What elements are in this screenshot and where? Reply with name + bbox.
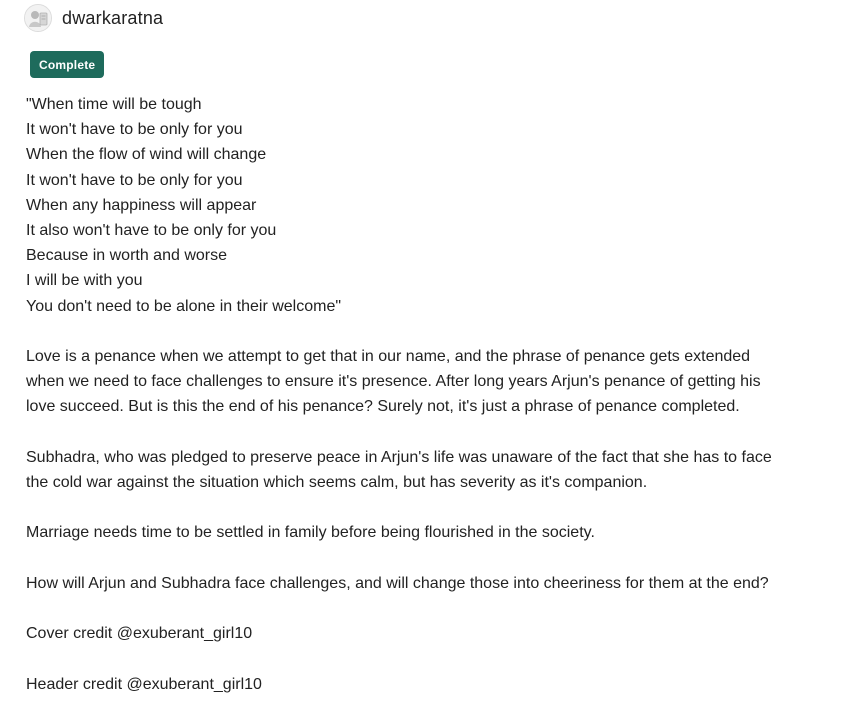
avatar-icon bbox=[25, 5, 51, 31]
synopsis-paragraph bbox=[26, 571, 836, 596]
avatar[interactable] bbox=[24, 4, 52, 32]
poem-block bbox=[26, 92, 836, 319]
author-name[interactable]: dwarkaratna bbox=[62, 7, 164, 28]
author-link[interactable] bbox=[24, 4, 163, 32]
paragraph-line: Cover credit @exuberant_girl10 bbox=[26, 625, 253, 643]
poem-line: I will be with you bbox=[26, 272, 143, 290]
poem-line: Because in worth and worse bbox=[26, 247, 227, 265]
paragraph-line: the cold war against the situation which seems calm, but has severity as it's companion. bbox=[26, 474, 648, 492]
cover-credit bbox=[26, 621, 836, 646]
header-credit bbox=[26, 672, 836, 697]
paragraph-line: Love is a penance when we attempt to get that in our name, and the phrase of penance gets extended bbox=[26, 348, 751, 366]
story-description bbox=[26, 92, 836, 722]
poem-line: It won't have to be only for you bbox=[26, 121, 243, 139]
poem-line: It also won't have to be only for you bbox=[26, 222, 277, 240]
paragraph-line: Subhadra, who was pledged to preserve peace in Arjun's life was unaware of the fact that she has to face bbox=[26, 448, 772, 466]
paragraph-line: when we need to face challenges to ensure it's presence. After long years Arjun's penance of getting his bbox=[26, 373, 761, 391]
synopsis-paragraph bbox=[26, 344, 836, 420]
paragraph-line: love succeed. But is this the end of his penance? Surely not, it's just a phrase of penance completed. bbox=[26, 398, 740, 416]
poem-line: It won't have to be only for you bbox=[26, 171, 243, 189]
paragraph-line: Marriage needs time to be settled in family before being flourished in the society. bbox=[26, 524, 595, 542]
paragraph-line: How will Arjun and Subhadra face challenges, and will change those into cheeriness for them at the end? bbox=[26, 574, 769, 592]
poem-line: When any happiness will appear bbox=[26, 196, 257, 214]
poem-line: When the flow of wind will change bbox=[26, 146, 267, 164]
status-badge: Complete bbox=[30, 51, 104, 78]
poem-line: You don't need to be alone in their welcome" bbox=[26, 297, 342, 315]
synopsis-paragraph bbox=[26, 520, 836, 545]
paragraph-line: Header credit @exuberant_girl10 bbox=[26, 675, 262, 693]
poem-line: "When time will be tough bbox=[26, 96, 202, 113]
synopsis-paragraph bbox=[26, 445, 836, 495]
